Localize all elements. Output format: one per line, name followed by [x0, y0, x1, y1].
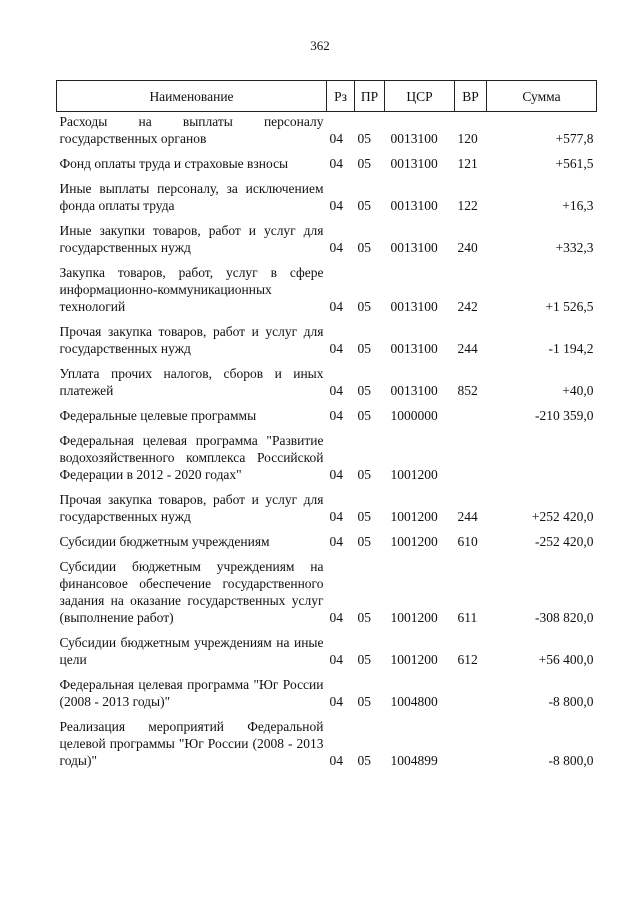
cell-vr: 244 — [457, 509, 478, 524]
cell-csr: 0013100 — [390, 299, 438, 314]
cell-sum: +577,8 — [555, 131, 594, 146]
cell-csr: 1004899 — [390, 753, 438, 768]
cell-name: Субсидии бюджетным учреждениям на иные цели — [59, 635, 324, 667]
cell-pr: 05 — [357, 156, 371, 171]
cell-csr: 1001200 — [390, 652, 438, 667]
cell-vr: 120 — [457, 131, 478, 146]
cell-sum: -210 359,0 — [535, 408, 594, 423]
cell-pr: 05 — [357, 467, 371, 482]
cell-csr: 0013100 — [390, 131, 438, 146]
header-name: Наименование — [57, 81, 327, 112]
cell-csr: 1001200 — [390, 534, 438, 549]
cell-vr — [455, 431, 487, 490]
table-row — [57, 263, 597, 322]
cell-pr: 05 — [357, 534, 371, 549]
header-vr: ВР — [455, 81, 487, 112]
cell-name: Иные выплаты персоналу, за исключением фонда оплаты труда — [59, 181, 324, 213]
cell-pr: 05 — [357, 408, 371, 423]
cell-rz: 04 — [329, 610, 343, 625]
cell-name: Фонд оплаты труда и страховые взносы — [59, 156, 289, 171]
cell-rz: 04 — [329, 652, 343, 667]
cell-vr: 244 — [457, 341, 478, 356]
table-row — [57, 179, 597, 221]
page-number: 362 — [310, 38, 330, 53]
cell-sum: +1 526,5 — [545, 299, 594, 314]
cell-sum: -252 420,0 — [535, 534, 594, 549]
cell-vr: 240 — [457, 240, 478, 255]
budget-table — [56, 80, 597, 776]
cell-vr: 121 — [457, 156, 478, 171]
table-row — [57, 154, 597, 179]
cell-name: Федеральная целевая программа "Развитие водохозяйственного комплекса Российской Федерации в 2012 - 2020 годах" — [59, 433, 324, 482]
cell-name: Уплата прочих налогов, сборов и иных платежей — [59, 366, 324, 398]
cell-vr — [455, 717, 487, 776]
cell-csr: 0013100 — [390, 240, 438, 255]
cell-pr: 05 — [357, 509, 371, 524]
cell-name: Федеральные целевые программы — [59, 408, 257, 423]
cell-pr: 05 — [357, 610, 371, 625]
cell-rz: 04 — [329, 198, 343, 213]
cell-vr: 611 — [457, 610, 478, 625]
cell-sum: -308 820,0 — [535, 610, 594, 625]
cell-sum: +16,3 — [562, 198, 594, 213]
cell-pr: 05 — [357, 652, 371, 667]
cell-rz: 04 — [329, 467, 343, 482]
cell-csr: 0013100 — [390, 383, 438, 398]
cell-rz: 04 — [329, 299, 343, 314]
cell-rz: 04 — [329, 534, 343, 549]
cell-name: Субсидии бюджетным учреждениям — [59, 534, 270, 549]
cell-pr: 05 — [357, 240, 371, 255]
cell-vr: 610 — [457, 534, 478, 549]
cell-rz: 04 — [329, 753, 343, 768]
cell-csr: 1000000 — [390, 408, 438, 423]
cell-sum: -1 194,2 — [548, 341, 594, 356]
table-row — [57, 406, 597, 431]
cell-vr: 612 — [457, 652, 478, 667]
header-pr: ПР — [355, 81, 385, 112]
table-row — [57, 675, 597, 717]
cell-sum: +40,0 — [562, 383, 594, 398]
cell-sum — [487, 431, 597, 490]
cell-sum: +252 420,0 — [531, 509, 594, 524]
cell-rz: 04 — [329, 156, 343, 171]
cell-sum: -8 800,0 — [548, 753, 594, 768]
cell-csr: 1001200 — [390, 610, 438, 625]
table-row — [57, 322, 597, 364]
table-row — [57, 557, 597, 633]
table-row — [57, 490, 597, 532]
cell-pr: 05 — [357, 299, 371, 314]
cell-name: Реализация мероприятий Федеральной целевой программы "Юг России (2008 - 2013 годы)" — [59, 719, 324, 768]
cell-rz: 04 — [329, 694, 343, 709]
cell-name: Прочая закупка товаров, работ и услуг для государственных нужд — [59, 324, 324, 356]
cell-csr: 0013100 — [390, 341, 438, 356]
cell-pr: 05 — [357, 198, 371, 213]
cell-pr: 05 — [357, 753, 371, 768]
cell-rz: 04 — [329, 408, 343, 423]
cell-vr — [455, 675, 487, 717]
cell-csr: 0013100 — [390, 156, 438, 171]
cell-name: Субсидии бюджетным учреждениям на финансовое обеспечение государственного задания на оказание государственных услуг (выполнение работ) — [59, 559, 324, 625]
cell-name: Закупка товаров, работ, услуг в сфере информационно-коммуникационных технологий — [59, 265, 324, 314]
cell-name: Прочая закупка товаров, работ и услуг для государственных нужд — [59, 492, 324, 524]
cell-csr: 0013100 — [390, 198, 438, 213]
cell-sum: +332,3 — [555, 240, 594, 255]
cell-csr: 1001200 — [390, 509, 438, 524]
cell-vr: 242 — [457, 299, 478, 314]
cell-sum: +561,5 — [555, 156, 594, 171]
cell-rz: 04 — [329, 240, 343, 255]
cell-rz: 04 — [329, 341, 343, 356]
table-row — [57, 717, 597, 776]
cell-name: Иные закупки товаров, работ и услуг для государственных нужд — [59, 223, 324, 255]
cell-name: Расходы на выплаты персоналу государственных органов — [59, 114, 324, 146]
table-row — [57, 364, 597, 406]
cell-pr: 05 — [357, 383, 371, 398]
table-row — [57, 532, 597, 557]
table-row — [57, 221, 597, 263]
cell-rz: 04 — [329, 383, 343, 398]
cell-vr: 122 — [457, 198, 478, 213]
cell-pr: 05 — [357, 131, 371, 146]
table-row — [57, 633, 597, 675]
header-rz: Рз — [327, 81, 355, 112]
table-body — [57, 112, 597, 777]
cell-name: Федеральная целевая программа "Юг России (2008 - 2013 годы)" — [59, 677, 324, 709]
header-sum: Сумма — [487, 81, 597, 112]
table-row — [57, 431, 597, 490]
cell-sum: -8 800,0 — [548, 694, 594, 709]
cell-rz: 04 — [329, 509, 343, 524]
cell-pr: 05 — [357, 341, 371, 356]
table-header — [57, 81, 597, 112]
cell-pr: 05 — [357, 694, 371, 709]
cell-csr: 1004800 — [390, 694, 438, 709]
cell-vr — [455, 406, 487, 431]
cell-csr: 1001200 — [390, 467, 438, 482]
cell-sum: +56 400,0 — [538, 652, 594, 667]
header-csr: ЦСР — [385, 81, 455, 112]
cell-rz: 04 — [329, 131, 343, 146]
cell-vr: 852 — [457, 383, 478, 398]
table-row — [57, 112, 597, 155]
